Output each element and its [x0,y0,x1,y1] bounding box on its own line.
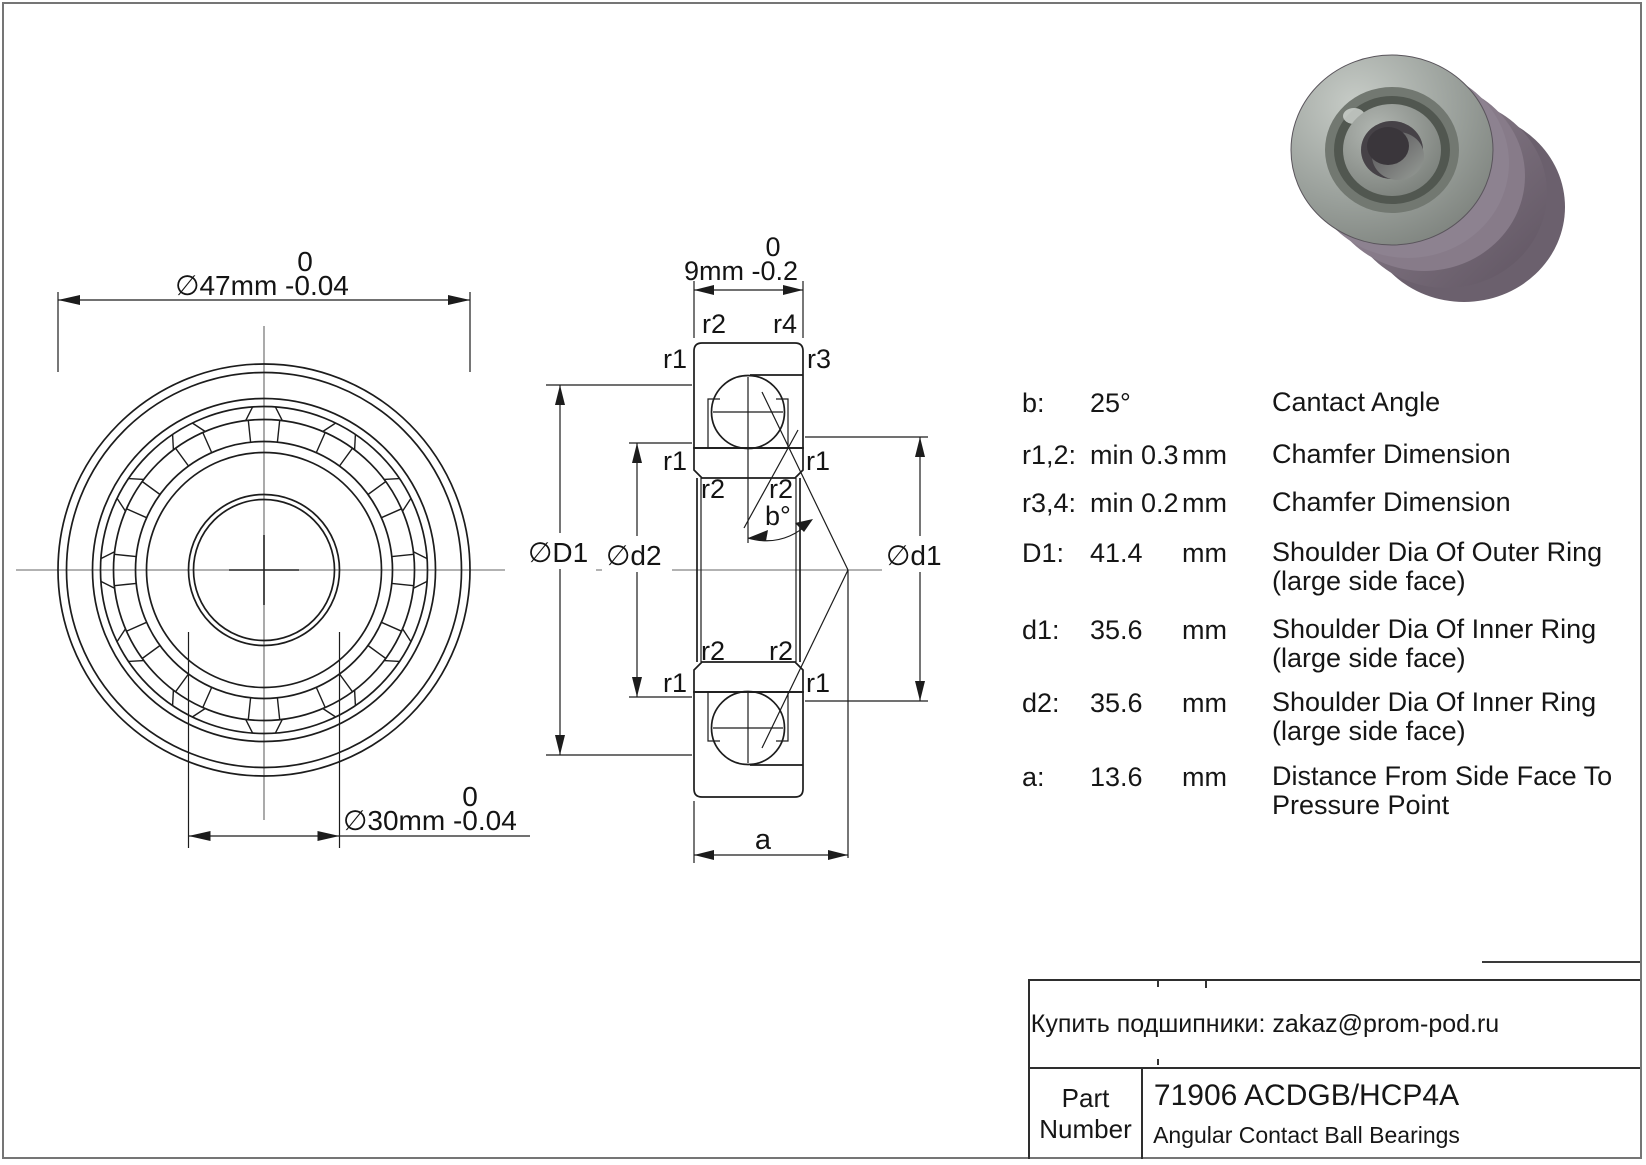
contact-cell [1030,981,1640,1069]
spec-row-a [1022,762,1646,826]
od-dimension-label: ∅47mm -0.04 [175,270,349,301]
spec-key: r3,4: [1022,488,1077,518]
spec-desc: Cantact Angle [1272,387,1441,417]
spec-desc: Distance From Side Face To [1272,761,1613,791]
D1-dimension-label: ∅D1 [528,537,589,568]
cell-tick [1157,981,1159,987]
chamfer-label-r1: r1 [662,344,687,374]
spec-value: 25° [1090,388,1131,418]
contact-text: Купить подшипники: zakaz@prom-pod.ru [1030,1009,1500,1038]
chamfer-label-r2: r2 [700,636,726,666]
chamfer-label-r2: r2 [768,636,794,666]
spec-unit: mm [1182,762,1227,792]
spec-key: D1: [1022,538,1065,568]
od-tolerance-label: 0 [297,246,313,277]
spec-row-D1 [1022,538,1646,602]
spec-table [1022,0,1646,900]
a-dimension-label: a [754,824,772,856]
spec-desc-line2: (large side face) [1272,643,1466,673]
spec-desc: Chamfer Dimension [1272,439,1511,469]
d2-dimension-label: ∅d2 [606,540,662,571]
spec-key: r1,2: [1022,440,1077,470]
spec-desc-line2: (large side face) [1272,566,1466,596]
section-view [524,232,954,863]
spec-value: min 0.2 [1090,488,1179,518]
spec-desc: Shoulder Dia Of Inner Ring [1272,614,1597,644]
chamfer-label-r1: r1 [806,668,831,698]
chamfer-label-r4: r4 [772,309,798,339]
frame-line [1482,961,1640,963]
part-type: Angular Contact Ball Bearings [1153,1122,1460,1148]
cell-tick [1157,1059,1159,1065]
chamfer-label-r2: r2 [700,474,726,504]
part-number: 71906 ACDGB/HCP4A [1153,1079,1460,1112]
front-view [16,246,530,848]
spec-desc: Shoulder Dia Of Inner Ring [1272,687,1597,717]
spec-key: d1: [1022,615,1060,645]
spec-desc-line2: Pressure Point [1272,790,1450,820]
bore-dimension-label: ∅30mm -0.04 [343,805,517,836]
chamfer-label-r2: r2 [768,474,794,504]
spec-value: 41.4 [1090,538,1143,568]
spec-desc: Chamfer Dimension [1272,487,1511,517]
part-number-cell [1143,1069,1640,1159]
spec-desc-line2: (large side face) [1272,716,1466,746]
spec-key: d2: [1022,688,1060,718]
width-dimension-label: 9mm -0.2 [683,256,799,286]
spec-row-d1 [1022,615,1646,679]
cell-tick [1205,981,1207,988]
width-tolerance-label: 0 [765,232,781,262]
spec-unit: mm [1182,688,1227,718]
spec-value: 35.6 [1090,688,1143,718]
bore-tolerance-label: 0 [462,781,478,812]
chamfer-label-r1: r1 [662,446,687,476]
spec-key: b: [1022,388,1045,418]
spec-unit: mm [1182,440,1227,470]
chamfer-label-r3: r3 [807,344,832,374]
part-label-line1: Part [1061,1083,1110,1113]
title-block [1028,979,1640,1159]
spec-desc: Shoulder Dia Of Outer Ring [1272,537,1603,567]
spec-key: a: [1022,762,1045,792]
chamfer-label-r1: r1 [662,668,687,698]
chamfer-label-r1: r1 [806,446,831,476]
spec-value: 13.6 [1090,762,1143,792]
spec-row-d2 [1022,688,1646,752]
spec-unit: mm [1182,538,1227,568]
spec-unit: mm [1182,488,1227,518]
part-label-line2: Number [1039,1114,1132,1144]
spec-value: min 0.3 [1090,440,1179,470]
spec-value: 35.6 [1090,615,1143,645]
chamfer-label-r2: r2 [701,309,727,339]
contact-angle-symbol: b° [765,501,791,531]
part-number-label-cell [1030,1069,1143,1159]
d1-dimension-label: ∅d1 [886,540,942,571]
spec-unit: mm [1182,615,1227,645]
